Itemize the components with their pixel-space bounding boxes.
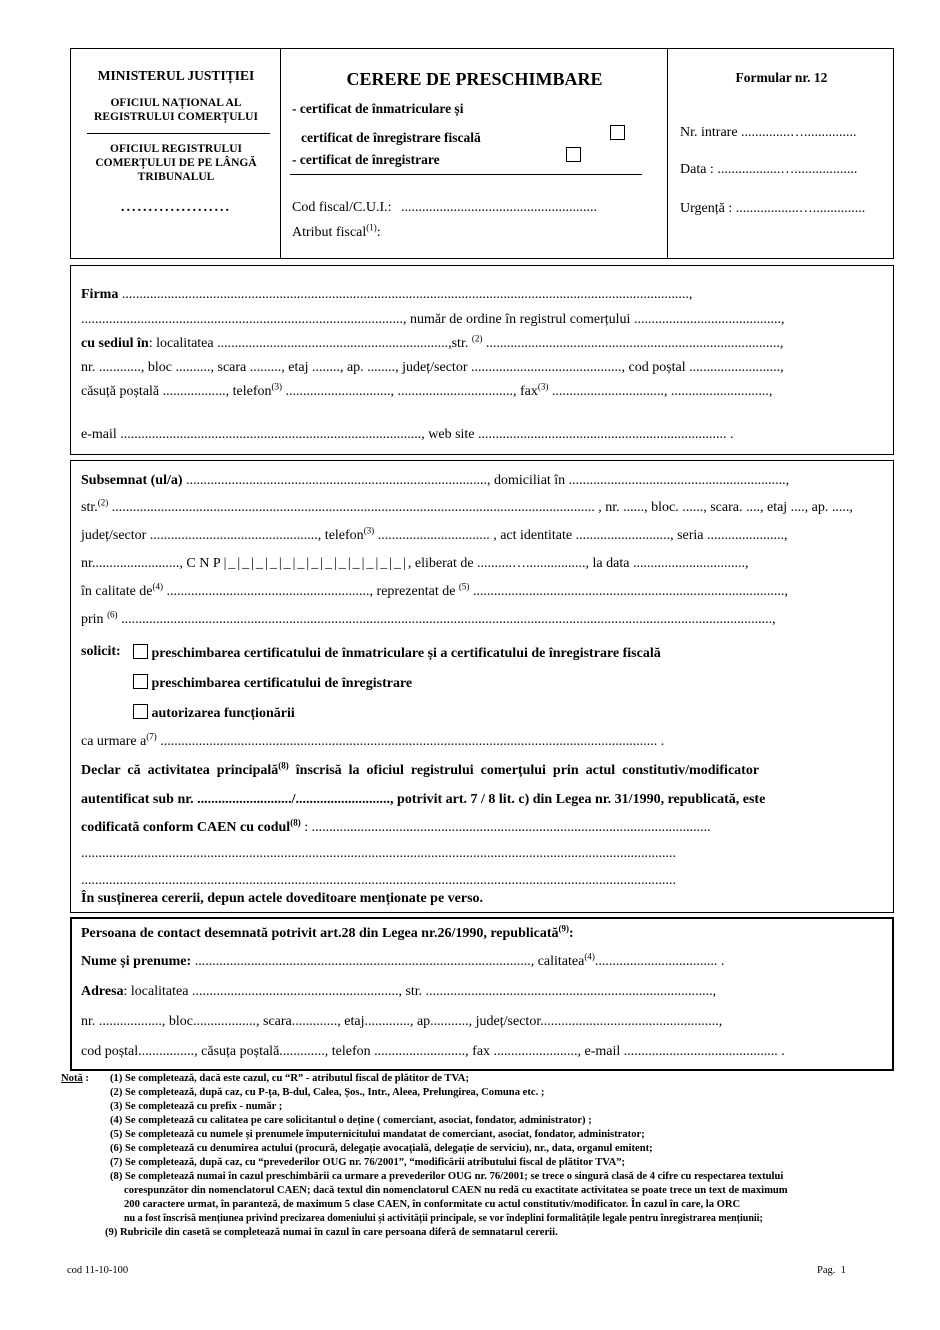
note-5: (5) Se completează cu numele și prenumele împuternicitului mandatat de comerciant, asociat, fondator, administrator; (110, 1129, 645, 1140)
contact-name-row[interactable]: Nume și prenume: ................................................................................................, calitatea$^{(4)}$................................... . (81, 951, 725, 969)
option-label-1a: - certificat de înmatriculare și (292, 101, 464, 116)
entry-number-field[interactable]: Nr. intrare ..............…............... (680, 125, 857, 140)
caen-blank-line-1[interactable]: .......................................................................................................................................................................... (81, 846, 676, 861)
request-option-3[interactable]: autorizarea funcționării (133, 704, 295, 722)
ministry-name: MINISTERUL JUSTIȚIEI (97, 68, 255, 83)
caen-code-row[interactable]: codificată conform CAEN cu codul$^{(8)}$ : .................................................................................................................. (81, 817, 711, 835)
address-details-row[interactable]: nr. ............, bloc .........., scara ........., etaj ........, ap. ........, județ/sector ..........................................., cod poștal .........................., (81, 360, 784, 375)
header-left-separator (87, 133, 270, 134)
note-6: (6) Se completează cu denumirea actului (procură, delegație avocațială, delegație de serviciu), nr., data, organul emitent; (110, 1143, 653, 1154)
headquarters-row[interactable]: cu sediul în: localitatea ..................................................................,str. $^{(2)}$ ...................................................................................., (81, 333, 784, 351)
supporting-documents-note: În susținerea cererii, depun actele doveditoare menționate pe verso. (81, 891, 484, 906)
cod-fiscal-row (292, 200, 597, 216)
request-option-1[interactable]: preschimbarea certificatului de înmatriculare și a certificatului de înregistrare fiscală (133, 644, 661, 662)
request-checkbox-2[interactable] (133, 674, 148, 689)
caen-blank-line-2[interactable]: .......................................................................................................................................................................... (81, 873, 676, 888)
option-checkbox-1[interactable] (610, 125, 625, 140)
note-2: (2) Se completează, după caz, cu P-ța, B-dul, Calea, Șos., Intr., Aleea, Prelungirea, Comuna etc. ; (110, 1087, 545, 1098)
applicant-street-row[interactable]: str.$^{(2)}$ .......................................................................................................................................... , nr. ......, bloc. ......, scara. ...., etaj ...., ap. ....., (81, 497, 853, 515)
note-8-cont-3: nu a fost înscrisă mențiunea privind precizarea domeniului și activității principale, se vor îndeplini formalitățile legale pentru înregistrarea mențiunii; (124, 1213, 763, 1224)
email-website-row[interactable]: e-mail ......................................................................................, web site ....................................................................... . (81, 427, 734, 442)
applicant-name-row[interactable]: Subsemnat (ul/a) ......................................................................................, domiciliat în .............................................................., (81, 473, 790, 488)
applicant-capacity-row[interactable]: în calitate $de^{(4)}$ .........................................................., reprezentat de $^{(5)}$ ........................................................................................., (81, 581, 788, 599)
request-checkbox-3[interactable] (133, 704, 148, 719)
header-middle-separator (290, 174, 642, 175)
national-office: OFICIUL NAȚIONAL AL REGISTRULUI COMERȚULUI (94, 97, 258, 123)
company-name-row[interactable]: Firma .................................................................................................................................................................., (81, 287, 693, 302)
option-label-1b: certificat de înregistrare fiscală (301, 130, 481, 145)
contact-row[interactable]: căsuță poștală .................., telefon$^{(3)}$ .............................., ................................., fax$^{(3)}$ ................................, ............................, (81, 381, 773, 399)
note-3: (3) Se completează cu prefix - număr ; (110, 1101, 283, 1112)
date-field[interactable]: Data : ..................….................. (680, 162, 858, 177)
note-8-cont-1: corespunzător din nomenclatorul CAEN; dacă textul din nomenclatorul CAEN nu redă cu exactitate activitatea se poate trece un text de maximum (124, 1185, 788, 1196)
form-number: Formular nr. 12 (735, 70, 828, 85)
form-title: CERERE DE PRESCHIMBARE (346, 69, 603, 89)
option-label-2: - certificat de înregistrare (292, 152, 440, 167)
note-8-cont-2: 200 caractere urmat, în paranteză, de maximum 5 clase CAEN, în conformitate cu actul constitutiv/modificator. În cazul în care, la ORC (124, 1199, 741, 1210)
document-code: cod 11-10-100 (67, 1265, 129, 1276)
request-checkbox-1[interactable] (133, 644, 148, 659)
tribunal-field[interactable]: .................... (121, 200, 231, 215)
cnp-boxes[interactable]: |_|_|_|_|_|_|_|_|_|_|_|_|_| (223, 556, 408, 571)
header-divider-2 (667, 48, 668, 259)
page-number: Pag. 1 (817, 1265, 846, 1276)
request-option-2[interactable]: preschimbarea certificatului de înregistrare (133, 674, 412, 692)
atribut-fiscal-row: Atribut fiscal$^{(1)}$: (292, 222, 381, 240)
notes-label: Notă : (61, 1073, 89, 1084)
note-1: (1) Se completează, dacă este cazul, cu “R” - atributul fiscal de plătitor de TVA; (110, 1073, 469, 1084)
contact-address-row[interactable]: Adresa: localitatea ..........................................................., str. .................................................................................., (81, 984, 717, 999)
note-7: (7) Se completează, după caz, cu “prevederilor OUG nr. 76/2001”, “modificării atributului fiscal de plătitor TVA”; (110, 1157, 626, 1168)
declaration-line-1: Declar că activitatea principală$^{(8)}$ înscrisă la oficiul registrului comerțului prin actul constitutiv/modificator (81, 760, 760, 778)
cod-fiscal-label: Cod fiscal/C.U.I.: (292, 200, 392, 215)
reason-row[interactable]: ca urmare $a^{(7)}$ .............................................................................................................................................. . (81, 731, 665, 749)
local-office: OFICIUL REGISTRULUI COMERȚULUI DE PE LÂNGĂ TRIBUNALUL (95, 143, 257, 183)
solicit-label: solicit: (81, 644, 121, 659)
declaration-line-2[interactable]: autentificat sub nr. .........................../..........................., potrivit art. 7 / 8 lit. c) din Legea nr. 31/1990, republicată, este (81, 792, 766, 807)
applicant-id-row[interactable]: nr........................., C N P |_|_|_|_|_|_|_|_|_|_|_|_|_|, eliberat de ..........…................., la data ................................, (81, 556, 749, 571)
contact-address-details-row[interactable]: nr. .................., bloc.................., scara............., etaj............., ap..........., județ/sector..................................................., (81, 1014, 723, 1029)
note-4: (4) Se completează cu calitatea pe care solicitantul o deține ( comerciant, asociat, fondator, administrator) ; (110, 1115, 592, 1126)
note-9: (9) Rubricile din casetă se completează numai în cazul în care persoana diferă de semnatarul cererii. (105, 1227, 558, 1238)
contact-section-title: Persoana de contact desemnată potrivit art.28 din Legea nr.26/1990, republicată$^{(9)}$: (81, 923, 574, 941)
applicant-through-row[interactable]: prin $^{(6)}$ .........................................................................................................................................................................................., (81, 609, 776, 627)
contact-communication-row[interactable]: cod poștal................, căsuța poștală............., telefon .........................., fax ........................, e-mail ............................................ . (81, 1044, 785, 1059)
urgency-field[interactable]: Urgență : ..................…............... (680, 201, 866, 216)
header-divider-1 (280, 48, 281, 259)
option-checkbox-2[interactable] (566, 147, 581, 162)
cod-fiscal-field[interactable]: ........................................................ (401, 200, 598, 215)
note-8: (8) Se completează numai în cazul preschimbării ca urmare a prevederilor OUG nr. 76/2001; se trece o singură clasă de 4 cifre cu respectarea textului (110, 1171, 784, 1182)
register-number-row[interactable]: ............................................................................................, număr de ordine în registrul comerțului .........................................., (81, 312, 785, 327)
atribut-fiscal-label: Atribut fiscal (292, 225, 367, 240)
applicant-county-row[interactable]: județ/sector ................................................, telefon$^{(3)}$ ................................ , act identitate ..........................., seria ......................, (81, 525, 788, 543)
